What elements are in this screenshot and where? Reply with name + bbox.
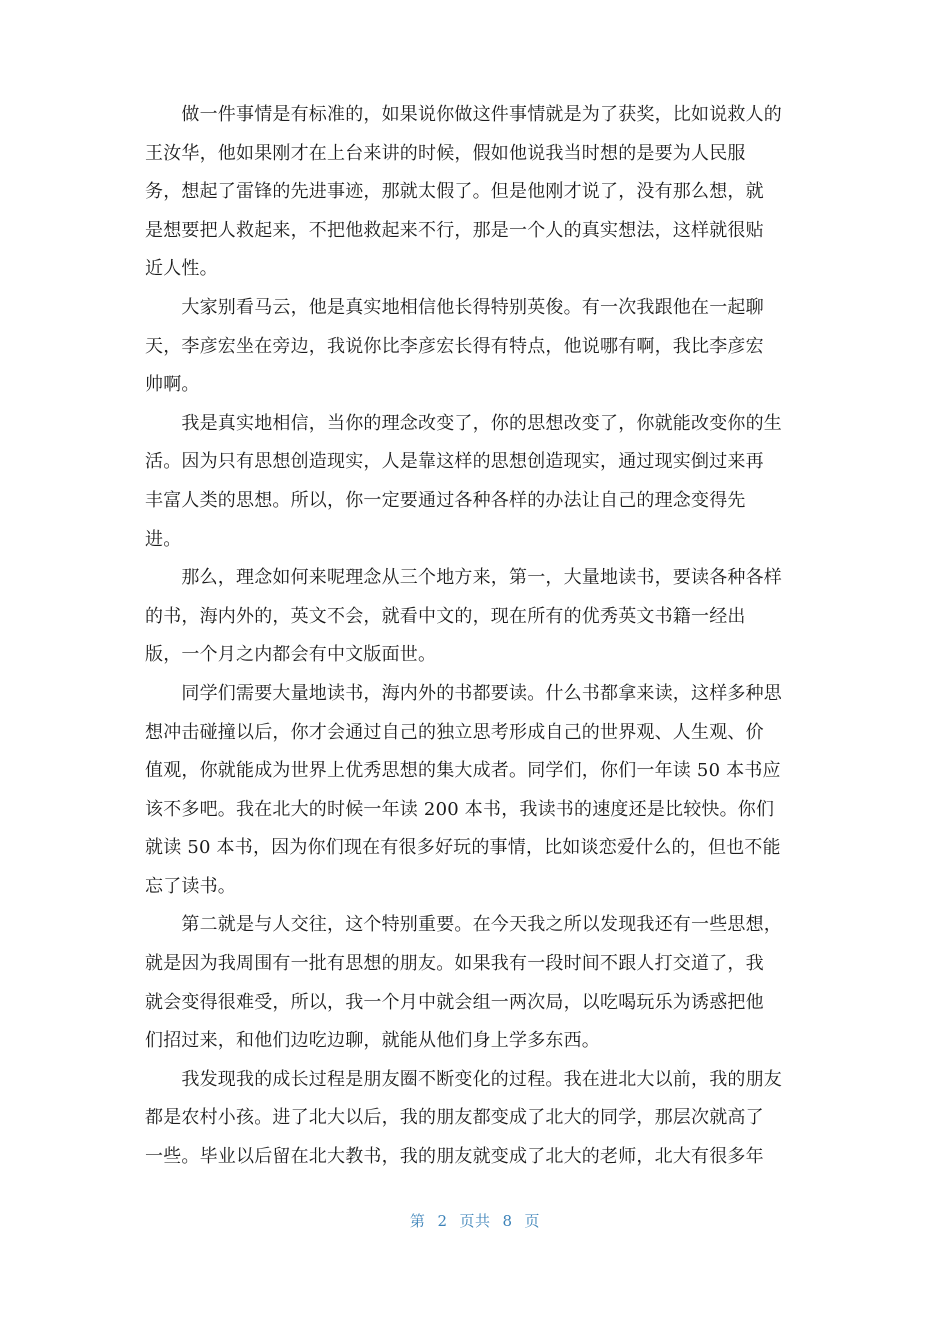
text-line: 大家别看马云，他是真实地相信他长得特别英俊。有一次我跟他在一起聊 xyxy=(145,296,764,318)
text-line: 那么，理念如何来呢理念从三个地方来，第一，大量地读书，要读各种各样 xyxy=(145,567,782,589)
text-line: 王汝华，他如果刚才在上台来讲的时候，假如他说我当时想的是要为人民服 xyxy=(145,142,746,164)
text-line: 我是真实地相信，当你的理念改变了，你的思想改变了，你就能改变你的生 xyxy=(145,412,782,434)
page-footer xyxy=(0,1210,950,1231)
text-line: 们招过来，和他们边吃边聊，就能从他们身上学多东西。 xyxy=(145,1030,600,1052)
text-line: 同学们需要大量地读书，海内外的书都要读。什么书都拿来读，这样多种思 xyxy=(145,682,782,704)
text-line: 版，一个月之内都会有中文版面世。 xyxy=(145,644,437,666)
text-line: 是想要把人救起来，不把他救起来不行，那是一个人的真实想法，这样就很贴 xyxy=(145,219,764,241)
text-line: 活。因为只有思想创造现实，人是靠这样的思想创造现实，通过现实倒过来再 xyxy=(145,451,764,473)
text-line: 丰富人类的思想。所以，你一定要通过各种各样的办法让自己的理念变得先 xyxy=(145,489,746,511)
footer-middle: 页共 xyxy=(459,1212,491,1230)
text-line: 一些。毕业以后留在北大教书，我的朋友就变成了北大的老师，北大有很多年 xyxy=(145,1146,764,1168)
text-line: 的书，海内外的，英文不会，就看中文的，现在所有的优秀英文书籍一经出 xyxy=(145,605,746,627)
text-line: 忘了读书。 xyxy=(145,875,236,897)
footer-suffix: 页 xyxy=(524,1212,541,1230)
text-line: 天，李彦宏坐在旁边，我说你比李彦宏长得有特点，他说哪有啊，我比李彦宏 xyxy=(145,335,764,357)
text-line: 近人性。 xyxy=(145,258,218,280)
text-line: 就是因为我周围有一批有思想的朋友。如果我有一段时间不跟人打交道了，我 xyxy=(145,953,764,975)
text-line: 该不多吧。我在北大的时候一年读 200 本书，我读书的速度还是比较快。你们 xyxy=(145,798,775,820)
footer-prefix: 第 xyxy=(409,1212,426,1230)
text-line: 都是农村小孩。进了北大以后，我的朋友都变成了北大的同学，那层次就高了 xyxy=(145,1107,764,1129)
text-line: 就读 50 本书，因为你们现在有很多好玩的事情，比如谈恋爱什么的，但也不能 xyxy=(145,837,781,859)
text-line: 务，想起了雷锋的先进事迹，那就太假了。但是他刚才说了，没有那么想，就 xyxy=(145,181,764,203)
total-pages-number: 8 xyxy=(502,1212,513,1230)
text-line: 就会变得很难受，所以，我一个月中就会组一两次局，以吃喝玩乐为诱惑把他 xyxy=(145,991,764,1013)
body-text xyxy=(145,96,805,1177)
text-line: 帅啊。 xyxy=(145,374,200,396)
text-line: 想冲击碰撞以后，你才会通过自己的独立思考形成自己的世界观、人生观、价 xyxy=(145,721,764,743)
text-line: 我发现我的成长过程是朋友圈不断变化的过程。我在进北大以前，我的朋友 xyxy=(145,1068,782,1090)
current-page-number: 2 xyxy=(437,1212,448,1230)
text-line: 进。 xyxy=(145,528,182,550)
text-line: 第二就是与人交往，这个特别重要。在今天我之所以发现我还有一些思想， xyxy=(145,914,782,936)
text-line: 做一件事情是有标准的，如果说你做这件事情就是为了获奖，比如说救人的 xyxy=(145,104,782,125)
text-line: 值观，你就能成为世界上优秀思想的集大成者。同学们，你们一年读 50 本书应 xyxy=(145,760,781,782)
